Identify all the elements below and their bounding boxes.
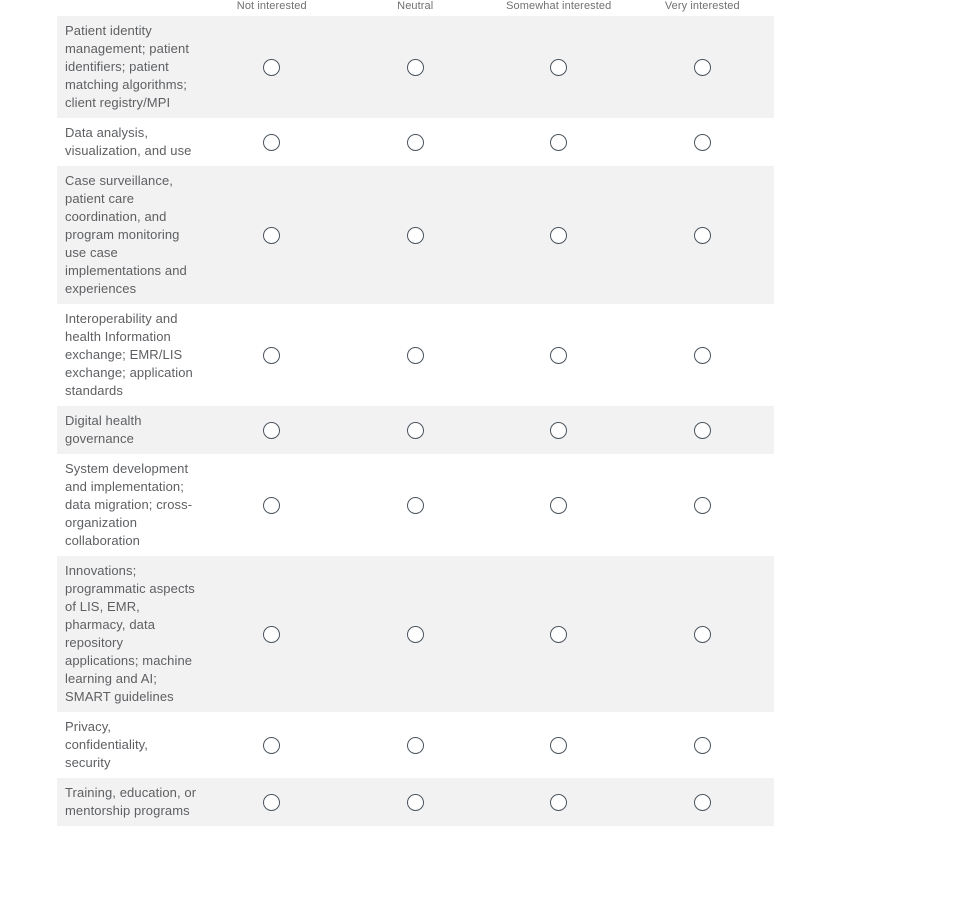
radio-not-interested[interactable]: [263, 737, 280, 754]
radio-somewhat-interested[interactable]: [550, 626, 567, 643]
option-cell: [344, 718, 488, 772]
radio-very-interested[interactable]: [694, 227, 711, 244]
radio-somewhat-interested[interactable]: [550, 737, 567, 754]
matrix-row: [57, 406, 774, 454]
option-cell: [344, 124, 488, 160]
option-cell: [200, 412, 344, 448]
radio-very-interested[interactable]: [694, 794, 711, 811]
option-cell: [487, 172, 631, 298]
radio-neutral[interactable]: [407, 227, 424, 244]
radio-neutral[interactable]: [407, 626, 424, 643]
radio-very-interested[interactable]: [694, 497, 711, 514]
option-cell: [344, 22, 488, 112]
radio-very-interested[interactable]: [694, 59, 711, 76]
matrix-row: [57, 556, 774, 712]
option-cell: [631, 310, 775, 400]
option-cell: [200, 310, 344, 400]
row-label: Privacy, confidentiality, security: [65, 719, 149, 770]
radio-very-interested[interactable]: [694, 626, 711, 643]
row-label: Training, education, or mentorship programs: [65, 785, 197, 818]
radio-neutral[interactable]: [407, 134, 424, 151]
interest-matrix: [57, 0, 774, 826]
option-cell: [200, 562, 344, 706]
radio-not-interested[interactable]: [263, 347, 280, 364]
row-label: Interoperability and health Information exchange; EMR/LIS exchange; application standards: [65, 311, 193, 398]
row-label: Innovations; programmatic aspects of LIS, EMR, pharmacy, data repository applications; machine learning and AI; SMART guidelines: [65, 563, 195, 704]
option-cell: [487, 412, 631, 448]
option-cell: [631, 784, 775, 820]
column-header-neutral: Neutral: [397, 0, 434, 12]
option-cell: [344, 460, 488, 550]
radio-somewhat-interested[interactable]: [550, 497, 567, 514]
radio-neutral[interactable]: [407, 737, 424, 754]
matrix-row: [57, 16, 774, 118]
row-label: Patient identity management; patient identifiers; patient matching algorithms; client registry/MPI: [65, 23, 190, 110]
option-cell: [200, 718, 344, 772]
option-cell: [487, 784, 631, 820]
option-cell: [344, 412, 488, 448]
column-header-somewhat-interested: Somewhat interested: [506, 0, 612, 12]
option-cell: [487, 124, 631, 160]
option-cell: [631, 718, 775, 772]
option-cell: [344, 172, 488, 298]
option-cell: [487, 718, 631, 772]
radio-somewhat-interested[interactable]: [550, 134, 567, 151]
option-cell: [631, 22, 775, 112]
radio-somewhat-interested[interactable]: [550, 347, 567, 364]
option-cell: [487, 460, 631, 550]
radio-not-interested[interactable]: [263, 794, 280, 811]
option-cell: [200, 22, 344, 112]
option-cell: [487, 310, 631, 400]
radio-somewhat-interested[interactable]: [550, 794, 567, 811]
matrix-row: [57, 712, 774, 778]
radio-not-interested[interactable]: [263, 422, 280, 439]
radio-not-interested[interactable]: [263, 134, 280, 151]
radio-neutral[interactable]: [407, 422, 424, 439]
radio-not-interested[interactable]: [263, 626, 280, 643]
radio-neutral[interactable]: [407, 794, 424, 811]
radio-not-interested[interactable]: [263, 59, 280, 76]
option-cell: [344, 784, 488, 820]
matrix-row: [57, 118, 774, 166]
option-cell: [344, 310, 488, 400]
radio-very-interested[interactable]: [694, 737, 711, 754]
radio-neutral[interactable]: [407, 347, 424, 364]
row-label: Digital health governance: [65, 413, 142, 446]
option-cell: [631, 124, 775, 160]
row-label: System development and implementation; data migration; cross-organization collaboration: [65, 461, 193, 548]
radio-very-interested[interactable]: [694, 347, 711, 364]
option-cell: [200, 124, 344, 160]
option-cell: [487, 562, 631, 706]
radio-somewhat-interested[interactable]: [550, 227, 567, 244]
option-cell: [200, 460, 344, 550]
radio-not-interested[interactable]: [263, 227, 280, 244]
row-label: Data analysis, visualization, and use: [65, 125, 192, 158]
option-cell: [631, 562, 775, 706]
option-cell: [631, 172, 775, 298]
option-cell: [200, 784, 344, 820]
matrix-row: [57, 304, 774, 406]
radio-neutral[interactable]: [407, 59, 424, 76]
radio-somewhat-interested[interactable]: [550, 422, 567, 439]
radio-very-interested[interactable]: [694, 134, 711, 151]
option-cell: [344, 562, 488, 706]
radio-very-interested[interactable]: [694, 422, 711, 439]
matrix-row: [57, 778, 774, 826]
radio-somewhat-interested[interactable]: [550, 59, 567, 76]
option-cell: [631, 460, 775, 550]
matrix-row: [57, 454, 774, 556]
matrix-row: [57, 166, 774, 304]
column-header-not-interested: Not interested: [236, 0, 307, 12]
column-header-very-interested: Very interested: [664, 0, 740, 12]
matrix-rows: [57, 16, 774, 826]
option-cell: [631, 412, 775, 448]
option-cell: [487, 22, 631, 112]
matrix-header: [57, 0, 774, 16]
radio-neutral[interactable]: [407, 497, 424, 514]
option-cell: [200, 172, 344, 298]
row-label: Case surveillance, patient care coordination, and program monitoring use case implementations and experiences: [65, 173, 187, 296]
radio-not-interested[interactable]: [263, 497, 280, 514]
